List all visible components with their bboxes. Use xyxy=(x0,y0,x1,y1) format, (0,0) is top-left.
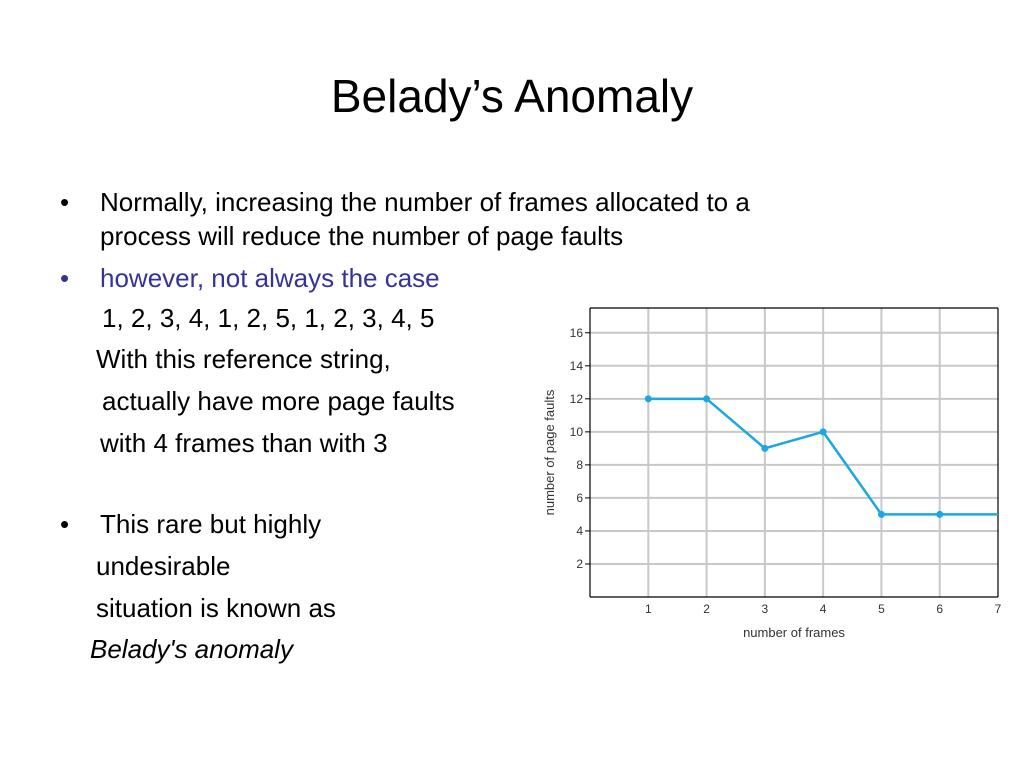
x-tick-label: 6 xyxy=(936,602,944,616)
bullet-marker-accent: • xyxy=(60,263,70,293)
data-point xyxy=(703,395,710,402)
y-tick-label: 12 xyxy=(569,391,583,406)
data-point xyxy=(645,395,652,402)
y-axis-label: number of page faults xyxy=(542,389,557,516)
bullet-text-normally-line2: process will reduce the number of page faults xyxy=(100,221,624,251)
reference-string: 1, 2, 3, 4, 1, 2, 5, 1, 2, 3, 4, 5 xyxy=(102,303,435,333)
y-tick-label: 4 xyxy=(576,523,583,538)
text-undesirable: undesirable xyxy=(96,551,231,581)
y-tick-label: 10 xyxy=(569,424,583,439)
y-tick-label: 14 xyxy=(569,358,583,373)
y-tick-label: 2 xyxy=(576,556,583,571)
bullet-text-normally-line1: Normally, increasing the number of frames allocated to a xyxy=(100,187,750,217)
x-tick-label: 7 xyxy=(994,602,1002,616)
text-with-ref: With this reference string, xyxy=(96,344,391,374)
bullet-text-not-always: however, not always the case xyxy=(100,263,440,293)
text-situation: situation is known as xyxy=(96,593,336,623)
x-tick-label: 1 xyxy=(644,602,652,616)
data-point xyxy=(936,511,943,518)
text-actually: actually have more page faults xyxy=(102,386,455,416)
text-beladys-anomaly: Belady's anomaly xyxy=(90,634,293,664)
bullet-marker: • xyxy=(60,509,70,539)
data-point xyxy=(878,511,885,518)
bullet-marker: • xyxy=(60,187,70,217)
page-faults-chart xyxy=(540,300,1024,650)
slide-title: Belady’s Anomaly xyxy=(330,70,694,122)
x-tick-label: 4 xyxy=(819,602,827,616)
bullet-text-rare: This rare but highly xyxy=(100,509,322,539)
data-point xyxy=(820,428,827,435)
y-tick-label: 6 xyxy=(576,490,583,505)
x-tick-label: 2 xyxy=(703,602,710,616)
x-tick-label: 5 xyxy=(878,602,885,616)
y-tick-label: 16 xyxy=(569,325,583,340)
x-tick-label: 3 xyxy=(761,602,769,616)
y-tick-label: 8 xyxy=(576,457,583,472)
data-point xyxy=(761,445,768,452)
text-with-4-frames: with 4 frames than with 3 xyxy=(100,428,388,458)
x-axis-label: number of frames xyxy=(743,625,845,640)
